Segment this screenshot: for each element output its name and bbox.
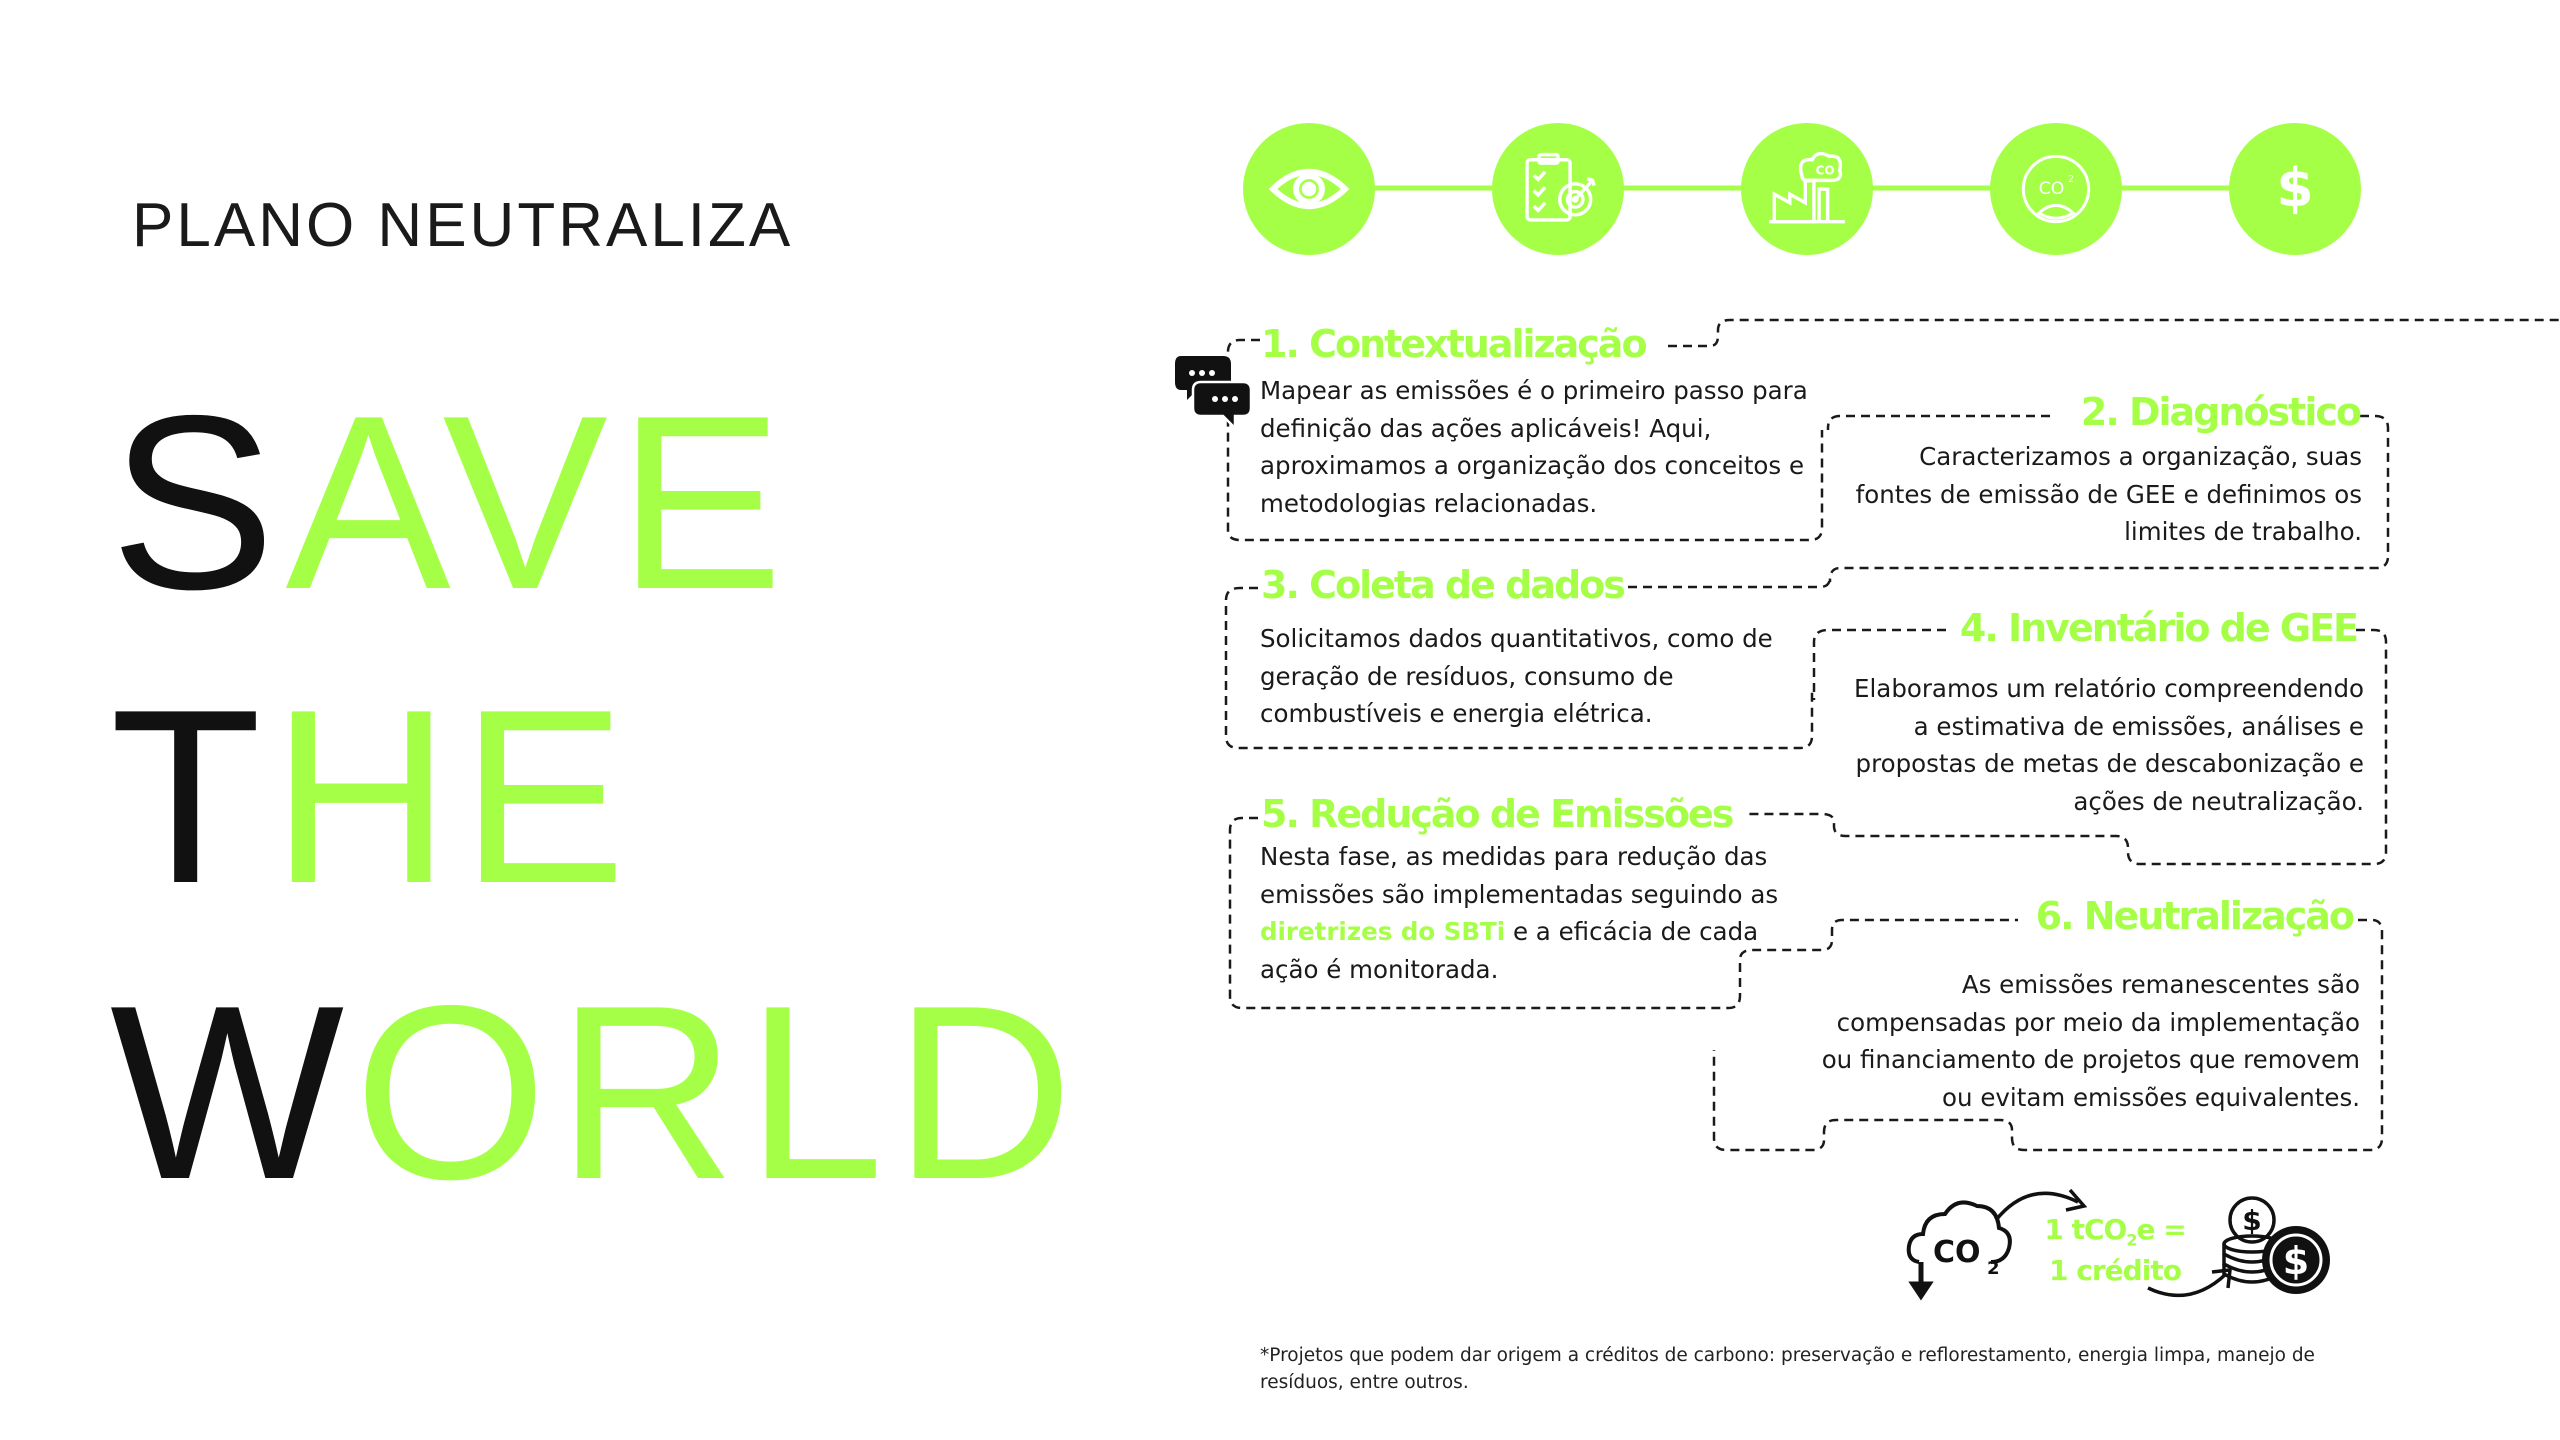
svg-text:$: $ bbox=[2282, 1239, 2310, 1283]
chat-bubbles-icon bbox=[1175, 352, 1255, 430]
step-icon-dollar bbox=[2229, 123, 2361, 255]
co2-leaf-icon bbox=[2013, 146, 2099, 232]
step-icon-checklist bbox=[1492, 123, 1624, 255]
svg-text:$: $ bbox=[2276, 157, 2314, 220]
step-5-body: Nesta fase, as medidas para redução das emissões são implementadas seguindo as diretrizes do SBTi e a eficácia de cada ação é monitorada. bbox=[1260, 842, 1779, 984]
eye-icon bbox=[1266, 146, 1352, 232]
step-icon-factory bbox=[1741, 123, 1873, 255]
sbti-highlight: diretrizes do SBTi bbox=[1260, 917, 1506, 946]
svg-text:CO: CO bbox=[1933, 1235, 1981, 1270]
svg-text:CO: CO bbox=[1815, 163, 1835, 178]
headline-line-save: SAVE bbox=[110, 363, 794, 641]
footnote: *Projetos que podem dar origem a créditos de carbono: preservação e reflorestamento, energia limpa, manejo de resíduos, entre outros. bbox=[1260, 1345, 2315, 1393]
svg-text:CO: CO bbox=[2038, 179, 2065, 200]
step-4-body: Elaboramos um relatório compreendendo a estimativa de emissões, análises e propostas de metas de descabonização e ações de neutralização. bbox=[1854, 674, 2364, 816]
step-4-title: 4. Inventário de GEE bbox=[1959, 606, 2357, 650]
dollar-icon bbox=[2252, 146, 2338, 232]
step-icon-co2-leaf bbox=[1990, 123, 2122, 255]
factory-co2-icon bbox=[1764, 146, 1850, 232]
step-5-title: 5. Redução de Emissões bbox=[1261, 792, 1733, 836]
step-icon-eye bbox=[1243, 123, 1375, 255]
step-1-body: Mapear as emissões é o primeiro passo para definição das ações aplicáveis! Aqui, aproximamos a organização dos conceitos e metodologias relacionadas. bbox=[1260, 376, 1808, 518]
step-3-title: 3. Coleta de dados bbox=[1261, 563, 1624, 607]
checklist-target-icon bbox=[1515, 146, 1601, 232]
credit-equation: 1 tCO$_2$e = 1 crédito bbox=[2044, 1213, 2186, 1287]
step-2-title: 2. Diagnóstico bbox=[2080, 390, 2360, 434]
svg-text:$: $ bbox=[2242, 1204, 2262, 1237]
step-2-body: Caracterizamos a organização, suas fontes de emissão de GEE e definimos os limites de trabalho. bbox=[1855, 442, 2362, 546]
headline-line-the: THE bbox=[110, 657, 637, 935]
headline-line-world: WORLD bbox=[110, 953, 1084, 1231]
coins-icon bbox=[2212, 1190, 2332, 1300]
step-1-title: 1. Contextualização bbox=[1261, 322, 1646, 366]
step-6-title: 6. Neutralização bbox=[2035, 894, 2353, 938]
svg-text:2: 2 bbox=[2068, 174, 2075, 186]
plan-subtitle: PLANO NEUTRALIZA bbox=[132, 191, 794, 260]
step-6-body: As emissões remanescentes são compensadas por meio da implementação ou financiamento de projetos que removem ou evitam emissões equivalentes. bbox=[1821, 970, 2360, 1112]
svg-text:2: 2 bbox=[1987, 1258, 2000, 1279]
step-3-body: Solicitamos dados quantitativos, como de geração de resíduos, consumo de combustíveis e energia elétrica. bbox=[1260, 624, 1773, 728]
